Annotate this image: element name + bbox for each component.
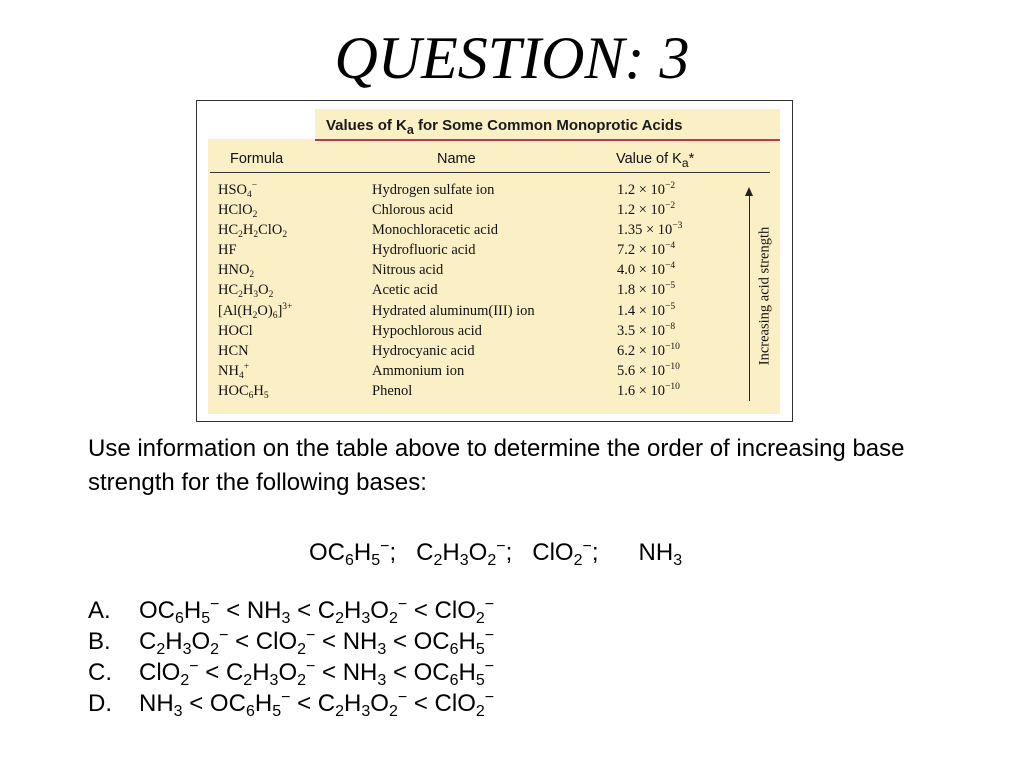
header-name: Name	[437, 151, 476, 167]
table-row	[208, 363, 748, 383]
acid-name: Hydrated aluminum(III) ion	[372, 302, 535, 319]
choice-letter: B.	[88, 628, 111, 655]
ka-value: $1.8 \times 10^{-5}$	[617, 281, 676, 299]
acid-name: Chlorous acid	[372, 202, 453, 219]
question-prompt: Use information on the table above to determine the order of increasing base strength for the following bases:	[88, 435, 905, 496]
table-row	[208, 182, 748, 202]
acid-formula: $[Al(H_2O)_6]^{3+}$	[218, 301, 293, 321]
choice-text: $OC_6H_5^- < NH_3 < C_2H_3O_2^- < ClO_2^-$	[139, 596, 495, 627]
acid-strength-label: Increasing acid strength	[756, 226, 773, 366]
acid-name: Hypochlorous acid	[372, 322, 482, 339]
acid-formula: $HSO_4^-$	[218, 181, 258, 200]
acid-name: Nitrous acid	[372, 262, 444, 279]
table-row	[208, 202, 748, 222]
header-formula: Formula	[230, 151, 284, 167]
table-row	[208, 383, 748, 403]
ka-value: $1.4 \times 10^{-5}$	[617, 301, 676, 319]
table-row	[208, 343, 748, 363]
acid-name: Phenol	[372, 382, 413, 399]
ka-value: $7.2 \times 10^{-4}$	[617, 241, 676, 259]
table-row	[208, 242, 748, 262]
ka-value: $1.6 \times 10^{-10}$	[617, 381, 680, 399]
acid-formula: $HC_2H_3O_2$	[218, 282, 274, 301]
table-row	[208, 323, 748, 343]
choice-letter: A.	[88, 597, 111, 624]
acid-formula: HCN	[218, 342, 249, 359]
choice-text: $C_2H_3O_2^- < ClO_2^- < NH_3 < OC_6H_5^-$	[139, 627, 495, 658]
acid-name: Hydrocyanic acid	[372, 342, 475, 359]
ka-value: $5.6 \times 10^{-10}$	[617, 361, 680, 379]
acid-name: Monochloracetic acid	[372, 222, 499, 239]
table-row	[208, 282, 748, 302]
table-row	[208, 222, 748, 242]
caption-rule	[315, 139, 780, 141]
acid-formula: HClO$_2$	[218, 202, 258, 221]
table-row	[208, 303, 748, 323]
acid-formula: $NH_4^+$	[218, 361, 250, 381]
acid-strength-arrow	[749, 193, 750, 401]
choice-text: $ClO_2^- < C_2H_3O_2^- < NH_3 < OC_6H_5^-$	[139, 658, 495, 689]
table-row	[208, 262, 748, 282]
acid-formula: HOCl	[218, 322, 253, 339]
acid-formula: $HC_2H_2ClO_2$	[218, 222, 288, 241]
acid-name: Hydrofluoric acid	[372, 242, 476, 259]
slide-title: QUESTION: 3	[334, 25, 690, 91]
choice-letter: D.	[88, 690, 112, 717]
ka-value: $1.35 \times 10^{-3}$	[617, 221, 683, 239]
acid-formula: $HNO_2$	[218, 262, 255, 281]
acid-formula: $HOC_6H_5$	[218, 382, 269, 401]
ka-table	[208, 109, 780, 414]
ka-value: $6.2 \times 10^{-10}$	[617, 341, 680, 359]
choice-letter: C.	[88, 659, 112, 686]
acid-name: Hydrogen sulfate ion	[372, 182, 495, 198]
ka-value: $3.5 \times 10^{-8}$	[617, 321, 676, 339]
table-caption: Values of $K_a$ for Some Common Monoprotic Acids	[326, 117, 683, 137]
acid-name: Acetic acid	[372, 282, 438, 299]
ka-value: $4.0 \times 10^{-4}$	[617, 261, 676, 279]
choice-text: $NH_3 < OC_6H_5^- < C_2H_3O_2^- < ClO_2^-$	[139, 689, 495, 720]
table-body	[208, 182, 748, 403]
bases-list: $OC_6H_5^-$; $C_2H_3O_2^-$; ClO$_2$−; $NH_3$	[309, 538, 683, 569]
header-rule	[210, 172, 770, 173]
header-value: Value of $K_a*$	[616, 151, 695, 170]
ka-table-image	[196, 100, 793, 422]
ka-value: $1.2 \times 10^{-2}$	[617, 181, 676, 198]
acid-formula: HF	[218, 242, 237, 259]
acid-name: Ammonium ion	[372, 362, 465, 379]
ka-value: $1.2 \times 10^{-2}$	[617, 201, 676, 219]
